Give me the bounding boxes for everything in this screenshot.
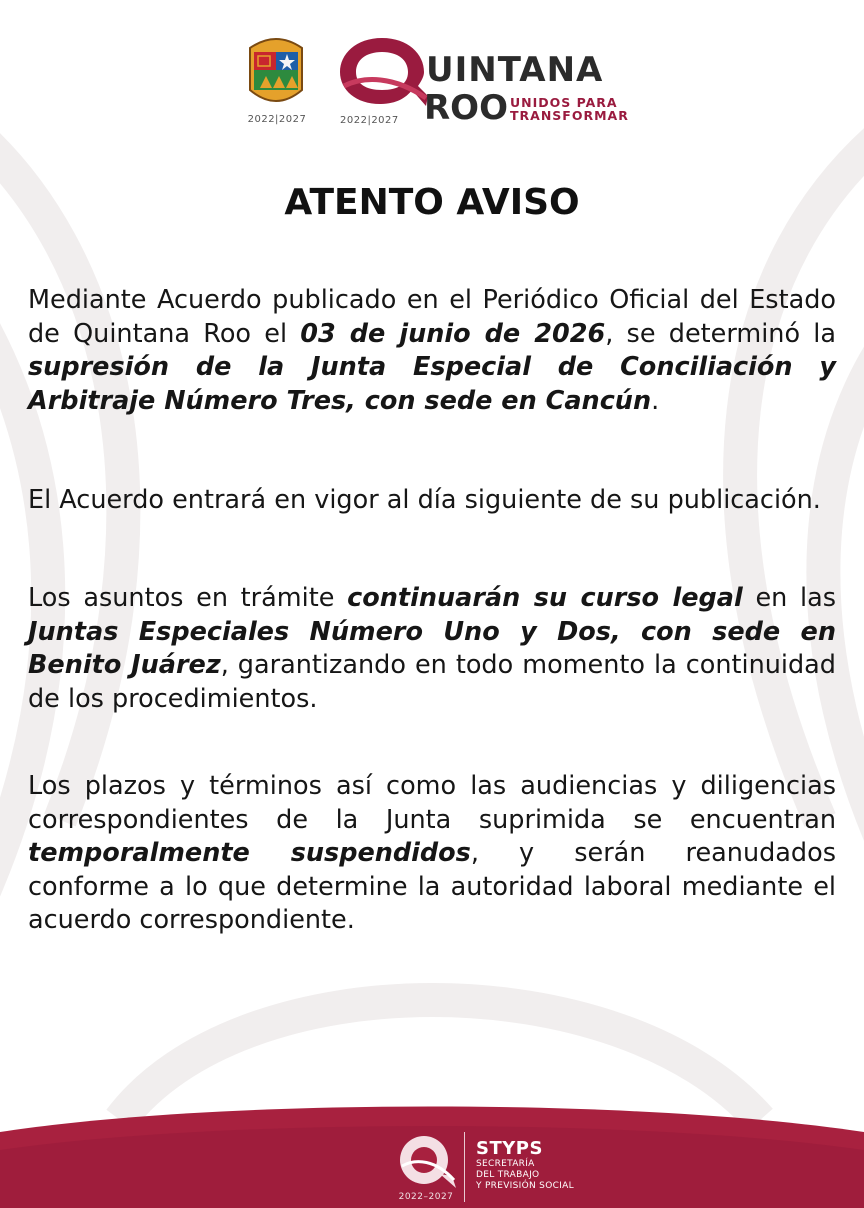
body-text: , y serán reanudados conforme a lo que determine la autoridad laboral mediante el acuerdo correspondiente.: [28, 838, 836, 935]
tagline-line-1: UNIDOS PARA: [510, 95, 618, 110]
paragraph-4: [28, 770, 836, 938]
body-text: Los plazos y términos así como las audiencias y diligencias correspondientes de la Junta suprimida se encuentran: [28, 771, 836, 835]
emphasized-text: 03 de junio de 2026: [300, 318, 606, 349]
body-text: , se determinó la: [605, 318, 836, 349]
brand-tagline: [510, 95, 629, 123]
agency-line-2: DEL TRABAJO: [476, 1170, 540, 1180]
quintana-roo-logo: [334, 32, 629, 132]
emphasized-text: Juntas Especiales Número Uno y Dos, con sede en Benito Juárez: [28, 616, 836, 680]
body-text: El Acuerdo entrará en vigor al día siguiente de su publicación.: [28, 485, 821, 515]
brand-uintana: UINTANA: [426, 50, 604, 90]
footer-logo-years: 2022–2027: [398, 1192, 454, 1202]
body-text: , garantizando en todo momento la continuidad de los procedimientos.: [28, 650, 836, 714]
agency-short-name: STYPS: [476, 1138, 543, 1159]
agency-line-1: SECRETARÍA: [476, 1159, 535, 1169]
paragraph-3: [28, 582, 836, 716]
page-title: ATENTO AVISO: [284, 182, 580, 223]
footer-q-icon: [382, 1130, 470, 1192]
styps-logo: [476, 1138, 676, 1192]
coat-of-arms-icon: [244, 30, 308, 114]
emphasized-text: temporalmente suspendidos: [28, 838, 471, 868]
coat-of-arms-years: 2022|2027: [247, 114, 307, 125]
brand-roo: ROO: [424, 88, 508, 128]
footer-q-logo: [382, 1130, 470, 1205]
body-text: Mediante Acuerdo publicado en el Periódico Oficial del Estado de Quintana Roo el: [28, 285, 836, 349]
brand-years: 2022|2027: [340, 115, 399, 126]
coat-of-arms-logo: [244, 30, 308, 130]
quintana-q-icon: [334, 32, 430, 114]
agency-line-3: Y PREVISIÓN SOCIAL: [476, 1181, 574, 1191]
body-text: en las: [742, 583, 836, 613]
paragraph-2: [28, 484, 836, 518]
body-text: .: [651, 385, 660, 416]
emphasized-text: continuarán su curso legal: [347, 583, 743, 613]
footer-divider: [464, 1132, 465, 1202]
emphasized-text: supresión de la Junta Especial de Conciliación y Arbitraje Número Tres, con sede en Cancún: [28, 352, 836, 416]
body-text: Los asuntos en trámite: [28, 583, 348, 613]
tagline-line-2: TRANSFORMAR: [510, 108, 629, 123]
paragraph-1: [28, 284, 836, 418]
